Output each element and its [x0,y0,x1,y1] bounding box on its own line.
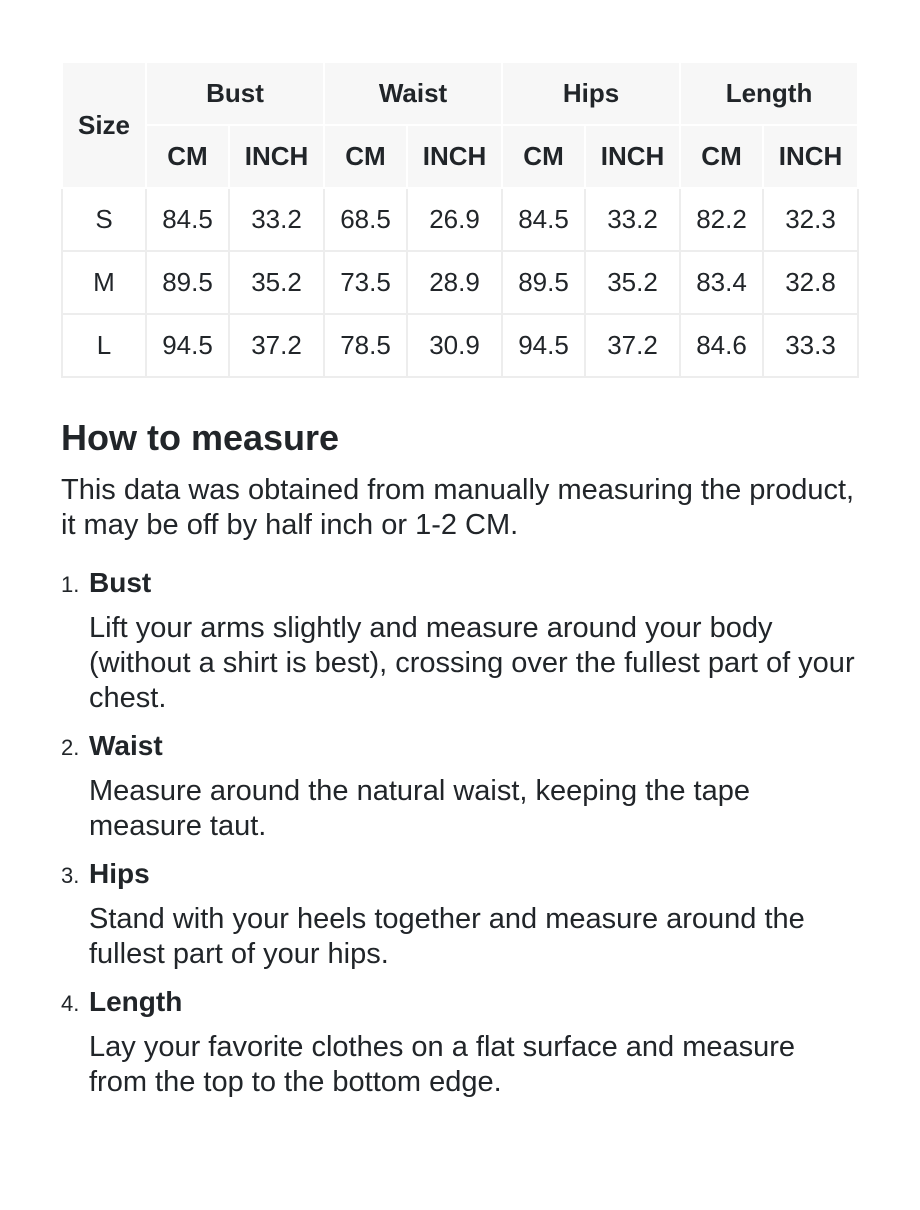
value-cell: 32.3 [763,188,858,251]
unit-header-inch: INCH [229,125,324,188]
measure-disclaimer: This data was obtained from manually measuring the product, it may be off by half inch or 1-2 CM. [61,474,855,542]
unit-header-cm: CM [324,125,407,188]
unit-header-inch: INCH [763,125,858,188]
value-cell: 33.2 [229,188,324,251]
measure-step-waist [61,728,858,844]
value-cell: 35.2 [585,251,680,314]
value-cell: 37.2 [585,314,680,377]
measure-step-bust [61,565,858,716]
value-cell: 84.5 [502,188,585,251]
size-cell: M [62,251,146,314]
size-guide-page [0,61,920,1210]
value-cell: 84.6 [680,314,763,377]
size-chart-table [61,61,859,378]
value-cell: 30.9 [407,314,502,377]
step-description: Lift your arms slightly and measure around your body (without a shirt is best), crossing over the fullest part of your chest. [89,612,855,715]
step-term-row [61,856,858,892]
value-cell: 78.5 [324,314,407,377]
step-term-row [61,728,858,764]
size-column-header: Size [62,62,146,188]
unit-header-cm: CM [680,125,763,188]
unit-header-inch: INCH [585,125,680,188]
value-cell: 33.3 [763,314,858,377]
value-cell: 33.2 [585,188,680,251]
step-term: Hips [89,858,150,890]
measure-steps-list [61,565,858,1100]
step-number: 3. [61,863,80,889]
size-chart-header [62,62,858,188]
column-header-waist: Waist [324,62,502,125]
size-cell: S [62,188,146,251]
value-cell: 32.8 [763,251,858,314]
value-cell: 68.5 [324,188,407,251]
value-cell: 94.5 [146,314,229,377]
table-row-size-m [62,251,858,314]
unit-header-cm: CM [146,125,229,188]
measure-step-hips [61,856,858,972]
step-term: Waist [89,730,163,762]
step-term-row [61,565,858,601]
value-cell: 94.5 [502,314,585,377]
value-cell: 28.9 [407,251,502,314]
value-cell: 89.5 [502,251,585,314]
table-row-size-s [62,188,858,251]
step-description: Stand with your heels together and measure around the fullest part of your hips. [89,903,805,971]
value-cell: 37.2 [229,314,324,377]
step-term-row [61,984,858,1020]
size-cell: L [62,314,146,377]
column-header-hips: Hips [502,62,680,125]
value-cell: 84.5 [146,188,229,251]
value-cell: 26.9 [407,188,502,251]
unit-header-row [62,125,858,188]
value-cell: 82.2 [680,188,763,251]
unit-header-inch: INCH [407,125,502,188]
value-cell: 89.5 [146,251,229,314]
size-chart-body [62,188,858,377]
how-to-measure-title: How to measure [61,417,340,458]
measurement-header-row [62,62,858,125]
unit-header-cm: CM [502,125,585,188]
step-number: 2. [61,735,80,761]
value-cell: 73.5 [324,251,407,314]
step-number: 1. [61,572,80,598]
measure-step-length [61,984,858,1100]
value-cell: 83.4 [680,251,763,314]
table-row-size-l [62,314,858,377]
step-number: 4. [61,991,80,1017]
column-header-length: Length [680,62,858,125]
size-guide-content [61,61,858,1100]
step-term: Bust [89,567,152,599]
step-description: Measure around the natural waist, keeping the tape measure taut. [89,775,750,843]
column-header-bust: Bust [146,62,324,125]
value-cell: 35.2 [229,251,324,314]
step-term: Length [89,986,183,1018]
step-description: Lay your favorite clothes on a flat surface and measure from the top to the bottom edge. [89,1031,796,1099]
